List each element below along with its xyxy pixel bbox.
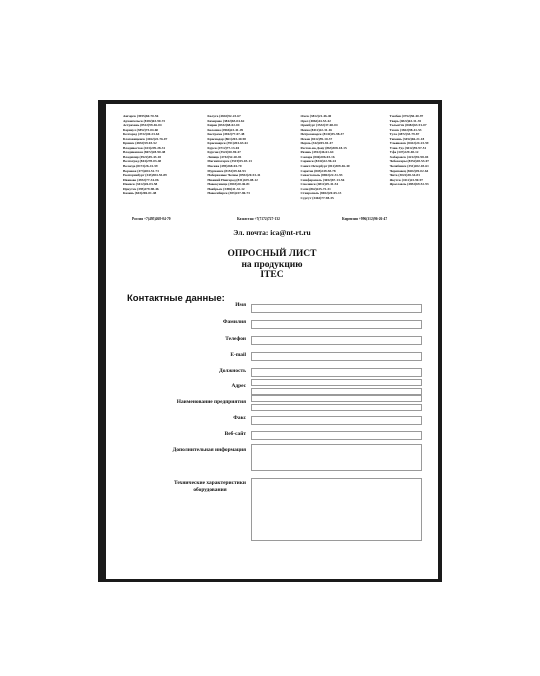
city-phone-entry: Иркутск (395)279-98-46 [123, 186, 159, 191]
city-phone-entry: Сочи (862)225-72-31 [300, 186, 331, 191]
city-phone-entry: Новокузнецк (3843)20-46-81 [207, 182, 250, 187]
email-line: Эл. почта: ica@nt-rt.ru [233, 228, 311, 237]
city-phone-entry: Оренбург (3532)37-68-04 [300, 123, 338, 128]
city-phone-entry: Кострома (4942)77-07-48 [207, 132, 245, 137]
city-phone-entry: Ярославль (4852)69-52-93 [389, 182, 429, 187]
city-phone-entry: Уфа (347)229-48-12 [389, 150, 419, 155]
city-phone-entry: Брянск (4832)59-03-52 [123, 141, 157, 146]
city-phone-entry: Симферополь (3652)67-13-56 [300, 177, 345, 182]
city-phone-entry: Пенза (8412)22-31-16 [300, 127, 333, 132]
label-phone: Телефон [225, 336, 246, 342]
label-tech-specs-line-1: Технические характеристики [173, 480, 246, 486]
city-phone-entry: Новосибирск (383)227-86-73 [207, 191, 250, 196]
position-field[interactable] [251, 368, 422, 377]
title-line-3: ITEC [260, 270, 284, 280]
city-column [301, 114, 350, 200]
city-phone-entry: Ростов-на-Дону (863)308-18-15 [300, 145, 347, 150]
fax-field[interactable] [251, 416, 422, 425]
city-phone-entry: Магнитогорск (3519)55-03-13 [207, 159, 252, 164]
city-phone-entry: Казань (843)206-01-48 [123, 191, 157, 196]
tech-specs-field[interactable] [251, 478, 422, 541]
city-phone-entry: Чебоксары (8352)28-53-07 [389, 159, 429, 164]
city-phone-entry: Череповец (8202)49-02-64 [389, 168, 429, 173]
company-field-line-1[interactable] [251, 395, 422, 402]
city-phone-entry: Тверь (4822)63-31-35 [389, 118, 422, 123]
city-phone-entry: Курск (4712)77-13-04 [207, 145, 240, 150]
city-phone-entry: Улан-Удэ (3012)59-97-51 [389, 145, 427, 150]
city-phone-entry: Тюмень (3452)66-21-18 [389, 136, 425, 141]
label-email: E-mail [230, 352, 246, 358]
document-title [106, 249, 438, 281]
label-additional-info: Дополнительная информация [172, 447, 246, 453]
city-phone-entry: Красноярск (391)204-63-61 [207, 141, 248, 146]
label-surname: Фамилия [222, 319, 246, 325]
label-company: Наименование предприятия [176, 399, 246, 405]
city-phone-entry: Тамбов (4752)50-40-97 [389, 114, 424, 118]
city-phone-entry: Сургут (3462)77-98-35 [300, 195, 334, 200]
city-phone-entry: Севастополь (8692)22-31-93 [300, 173, 343, 178]
city-phone-entry: Екатеринбург (343)384-55-89 [123, 173, 167, 178]
city-column [123, 114, 167, 200]
city-phone-entry: Белгород (4722)40-23-64 [123, 132, 160, 137]
city-phone-entry: Петрозаводск (8142)55-98-37 [300, 132, 344, 137]
city-phone-entry: Воронеж (473)204-51-73 [123, 168, 159, 173]
label-position: Должность [219, 368, 246, 374]
city-phone-entry: Липецк (4742)52-20-81 [207, 154, 242, 159]
city-phone-entry: Смоленск (4812)29-41-54 [300, 182, 339, 187]
name-field[interactable] [251, 304, 422, 313]
city-phone-entry: Якутск (4112)23-90-97 [389, 177, 424, 182]
city-phone-entry: Архангельск (8182)63-90-72 [123, 118, 166, 123]
city-phone-entry: Ноябрьск (3496)41-32-12 [207, 186, 245, 191]
contact-kazakhstan: Казахстан +7(7172)727-132 [237, 217, 280, 221]
city-phone-entry: Томск (3822)98-41-53 [389, 127, 422, 132]
document-page [106, 104, 438, 579]
city-phone-entry: Чита (3022)38-34-83 [389, 173, 420, 178]
label-fax: Факс [233, 415, 246, 421]
city-phone-entry: Тула (4872)33-79-87 [389, 132, 420, 137]
address-field-line-2[interactable] [251, 388, 422, 395]
city-phone-entry: Иваново (4932)77-34-06 [123, 177, 159, 182]
city-phone-entry: Набережные Челны (8552)20-53-41 [207, 173, 261, 178]
city-phone-entry: Вологда (8172)26-41-59 [123, 164, 158, 169]
city-phone-entry: Ставрополь (8652)20-65-13 [300, 191, 342, 196]
city-phone-entry: Псков (8112)59-10-37 [300, 136, 333, 141]
city-phone-entry: Рязань (4912)46-61-64 [300, 150, 334, 155]
website-field[interactable] [251, 431, 422, 440]
city-phone-entry: Мурманск (8152)59-64-93 [207, 168, 246, 173]
email-field[interactable] [251, 352, 422, 361]
company-field-line-2[interactable] [251, 404, 422, 411]
city-phone-entry: Кемерово (3842)65-04-62 [207, 118, 245, 123]
label-tech-specs-line-2: оборудования [193, 487, 227, 493]
additional-info-field[interactable] [251, 444, 422, 471]
city-phone-entry: Москва (495)268-04-70 [207, 164, 242, 169]
city-phone-entry: Владимир (4922)49-43-18 [123, 154, 161, 159]
phone-field[interactable] [251, 336, 422, 345]
city-phone-entry: Владикавказ (8672)28-90-48 [123, 150, 166, 155]
city-phone-entry: Челябинск (351)202-03-61 [389, 164, 429, 169]
city-phone-entry: Астрахань (8512)99-46-04 [123, 123, 162, 128]
city-phone-entry: Коломна (4966)23-41-49 [207, 127, 244, 132]
city-phone-entry: Калуга (4842)92-23-67 [207, 114, 241, 118]
city-phone-entry: Владивосток (423)249-28-31 [123, 145, 166, 150]
surname-field[interactable] [251, 320, 422, 329]
contact-kyrgyzstan: Киргизия +996(312)96-26-47 [342, 217, 388, 221]
city-phone-entry: Тольятти (8482)63-91-07 [389, 123, 427, 128]
label-address: Адрес [231, 383, 246, 389]
address-field-line-1[interactable] [251, 379, 422, 386]
contact-russia: Россия +7(495)268-04-70 [132, 217, 171, 221]
city-phone-entry: Пермь (342)205-81-47 [300, 141, 333, 146]
city-phone-entry: Нижний Новгород (831)429-08-12 [207, 177, 258, 182]
city-phone-entry: Орел (4862)44-53-42 [300, 118, 331, 123]
title-line-1: ОПРОСНЫЙ ЛИСТ [227, 249, 317, 259]
city-phone-entry: Омск (3812)21-46-40 [300, 114, 332, 118]
city-phone-entry: Благовещенск (4162)22-76-07 [123, 136, 168, 141]
city-phone-entry: Барнаул (3852)73-04-60 [123, 127, 159, 132]
city-phone-entry: Волгоград (844)278-03-48 [123, 159, 162, 164]
contact-section-heading: Контактные данные: [127, 293, 225, 304]
title-line-2: на продукцию [241, 259, 303, 270]
city-phone-list [123, 114, 429, 200]
city-column [207, 114, 260, 200]
label-website: Веб-сайт [224, 431, 246, 437]
city-phone-entry: Саратов (845)249-38-78 [300, 168, 336, 173]
city-phone-entry: Киров (8332)68-02-04 [207, 123, 240, 128]
city-phone-entry: Саранск (8342)22-96-24 [300, 159, 336, 164]
city-phone-entry: Хабаровск (4212)92-98-04 [389, 154, 429, 159]
city-phone-entry: Ульяновск (8422)24-23-59 [389, 141, 429, 146]
label-name: Имя [235, 302, 246, 308]
city-phone-entry: Ижевск (3412)26-03-58 [123, 182, 158, 187]
city-phone-entry: Курган (3522)50-90-47 [207, 150, 241, 155]
city-phone-entry: Ангарск (3955)60-70-56 [123, 114, 159, 118]
city-column [390, 114, 429, 200]
city-phone-entry: Краснодар (861)203-40-90 [207, 136, 247, 141]
city-phone-entry: Санкт-Петербург (812)309-46-40 [300, 164, 350, 169]
city-phone-entry: Самара (846)206-03-16 [300, 154, 335, 159]
country-contacts [106, 217, 438, 225]
label-tech-specs [174, 480, 246, 494]
